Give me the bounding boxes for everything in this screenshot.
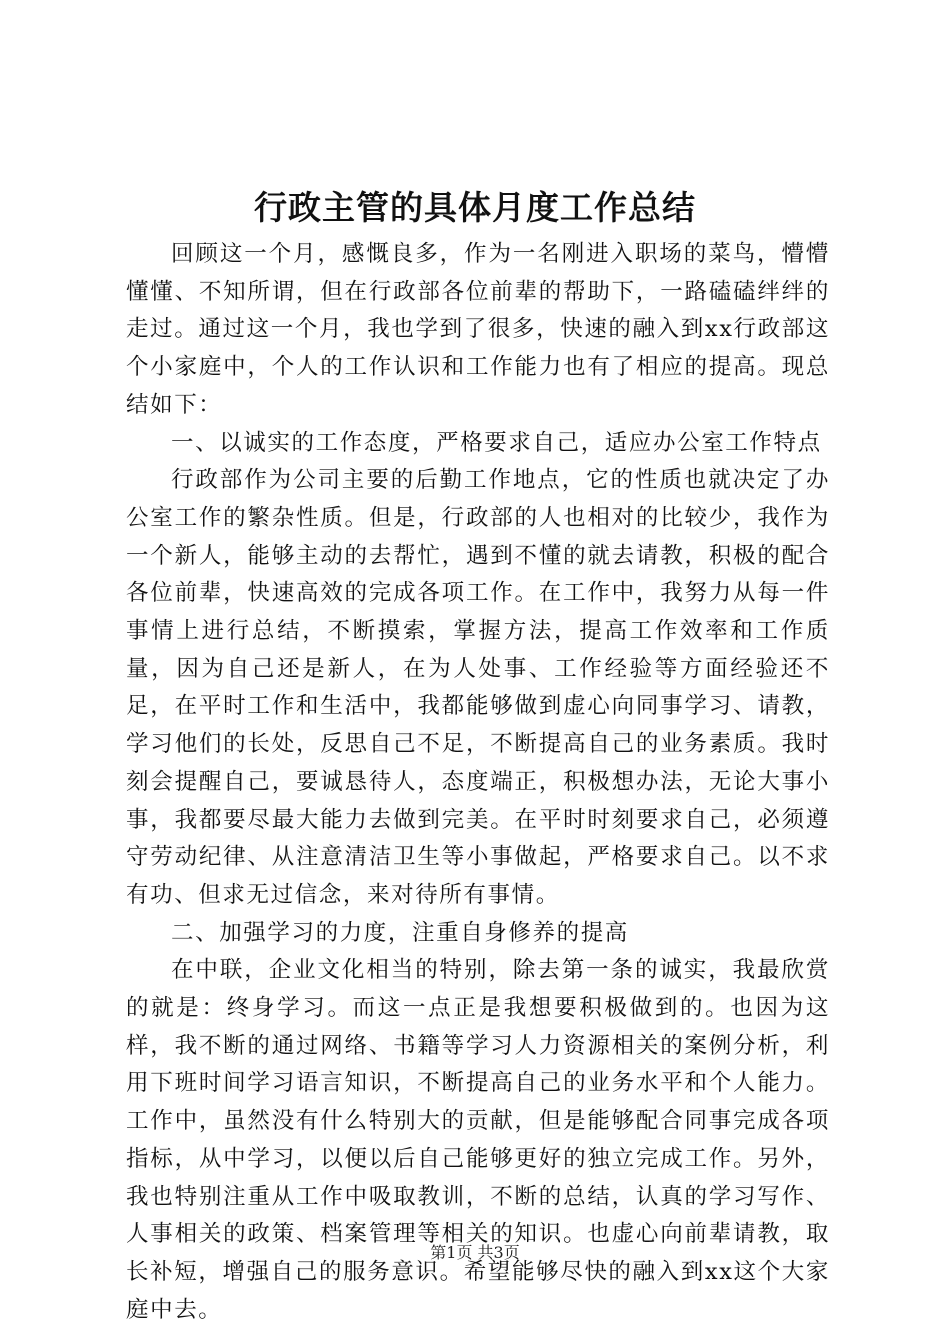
section-1-paragraph: 行政部作为公司主要的后勤工作地点，它的性质也就决定了办公室工作的繁杂性质。但是，行政部的人也相对的比较少，我作为一个新人，能够主动的去帮忙，遇到不懂的就去请教，积极的配合各位前辈，快速高效的完成各项工作。在工作中，我努力从每一件事情上进行总结，不断摸索，掌握方法，提高工作效率和工作质量，因为自己还是新人，在为人处事、工作经验等方面经验还不足，在平时工作和生活中，我都能够做到虚心向同事学习、请教，学习他们的长处，反思自己不足，不断提高自己的业务素质。我时刻会提醒自己，要诚恳待人，态度端正，积极想办法，无论大事小事，我都要尽最大能力去做到完美。在平时时刻要求自己，必须遵守劳动纪律、从注意清洁卫生等小事做起，严格要求自己。以不求有功、但求无过信念，来对待所有事情。 xyxy=(126,467,830,908)
section-2-paragraph: 在中联，企业文化相当的特别，除去第一条的诚实，我最欣赏的就是：终身学习。而这一点正是我想要积极做到的。也因为这样，我不断的通过网络、书籍等学习人力资源相关的案例分析，利用下班时间学习语言知识，不断提高自己的业务水平和个人能力。工作中，虽然没有什么特别大的贡献，但是能够配合同事完成各项指标，从中学习，以便以后自己能够更好的独立完成工作。另外，我也特别注重从工作中吸取教训，不断的总结，认真的学习写作、人事相关的政策、档案管理等相关的知识。也虚心向前辈请教，取长补短，增强自己的服务意识。希望能够尽快的融入到xx这个大家庭中去。 xyxy=(126,957,830,1323)
document-title: 行政主管的具体月度工作总结 xyxy=(254,188,696,227)
section-heading-2: 二、加强学习的力度，注重自身修养的提高 xyxy=(171,919,629,946)
section-heading-1: 一、以诚实的工作态度，严格要求自己，适应办公室工作特点 xyxy=(171,429,822,456)
page-footer: 第1页 共3页 xyxy=(430,1243,520,1262)
intro-paragraph: 回顾这一个月，感慨良多，作为一名刚进入职场的菜鸟，懵懵懂懂、不知所谓，但在行政部各位前辈的帮助下，一路磕磕绊绊的走过。通过这一个月，我也学到了很多，快速的融入到xx行政部这个小家庭中，个人的工作认识和工作能力也有了相应的提高。现总结如下： xyxy=(126,241,830,418)
document-body xyxy=(126,236,830,1329)
